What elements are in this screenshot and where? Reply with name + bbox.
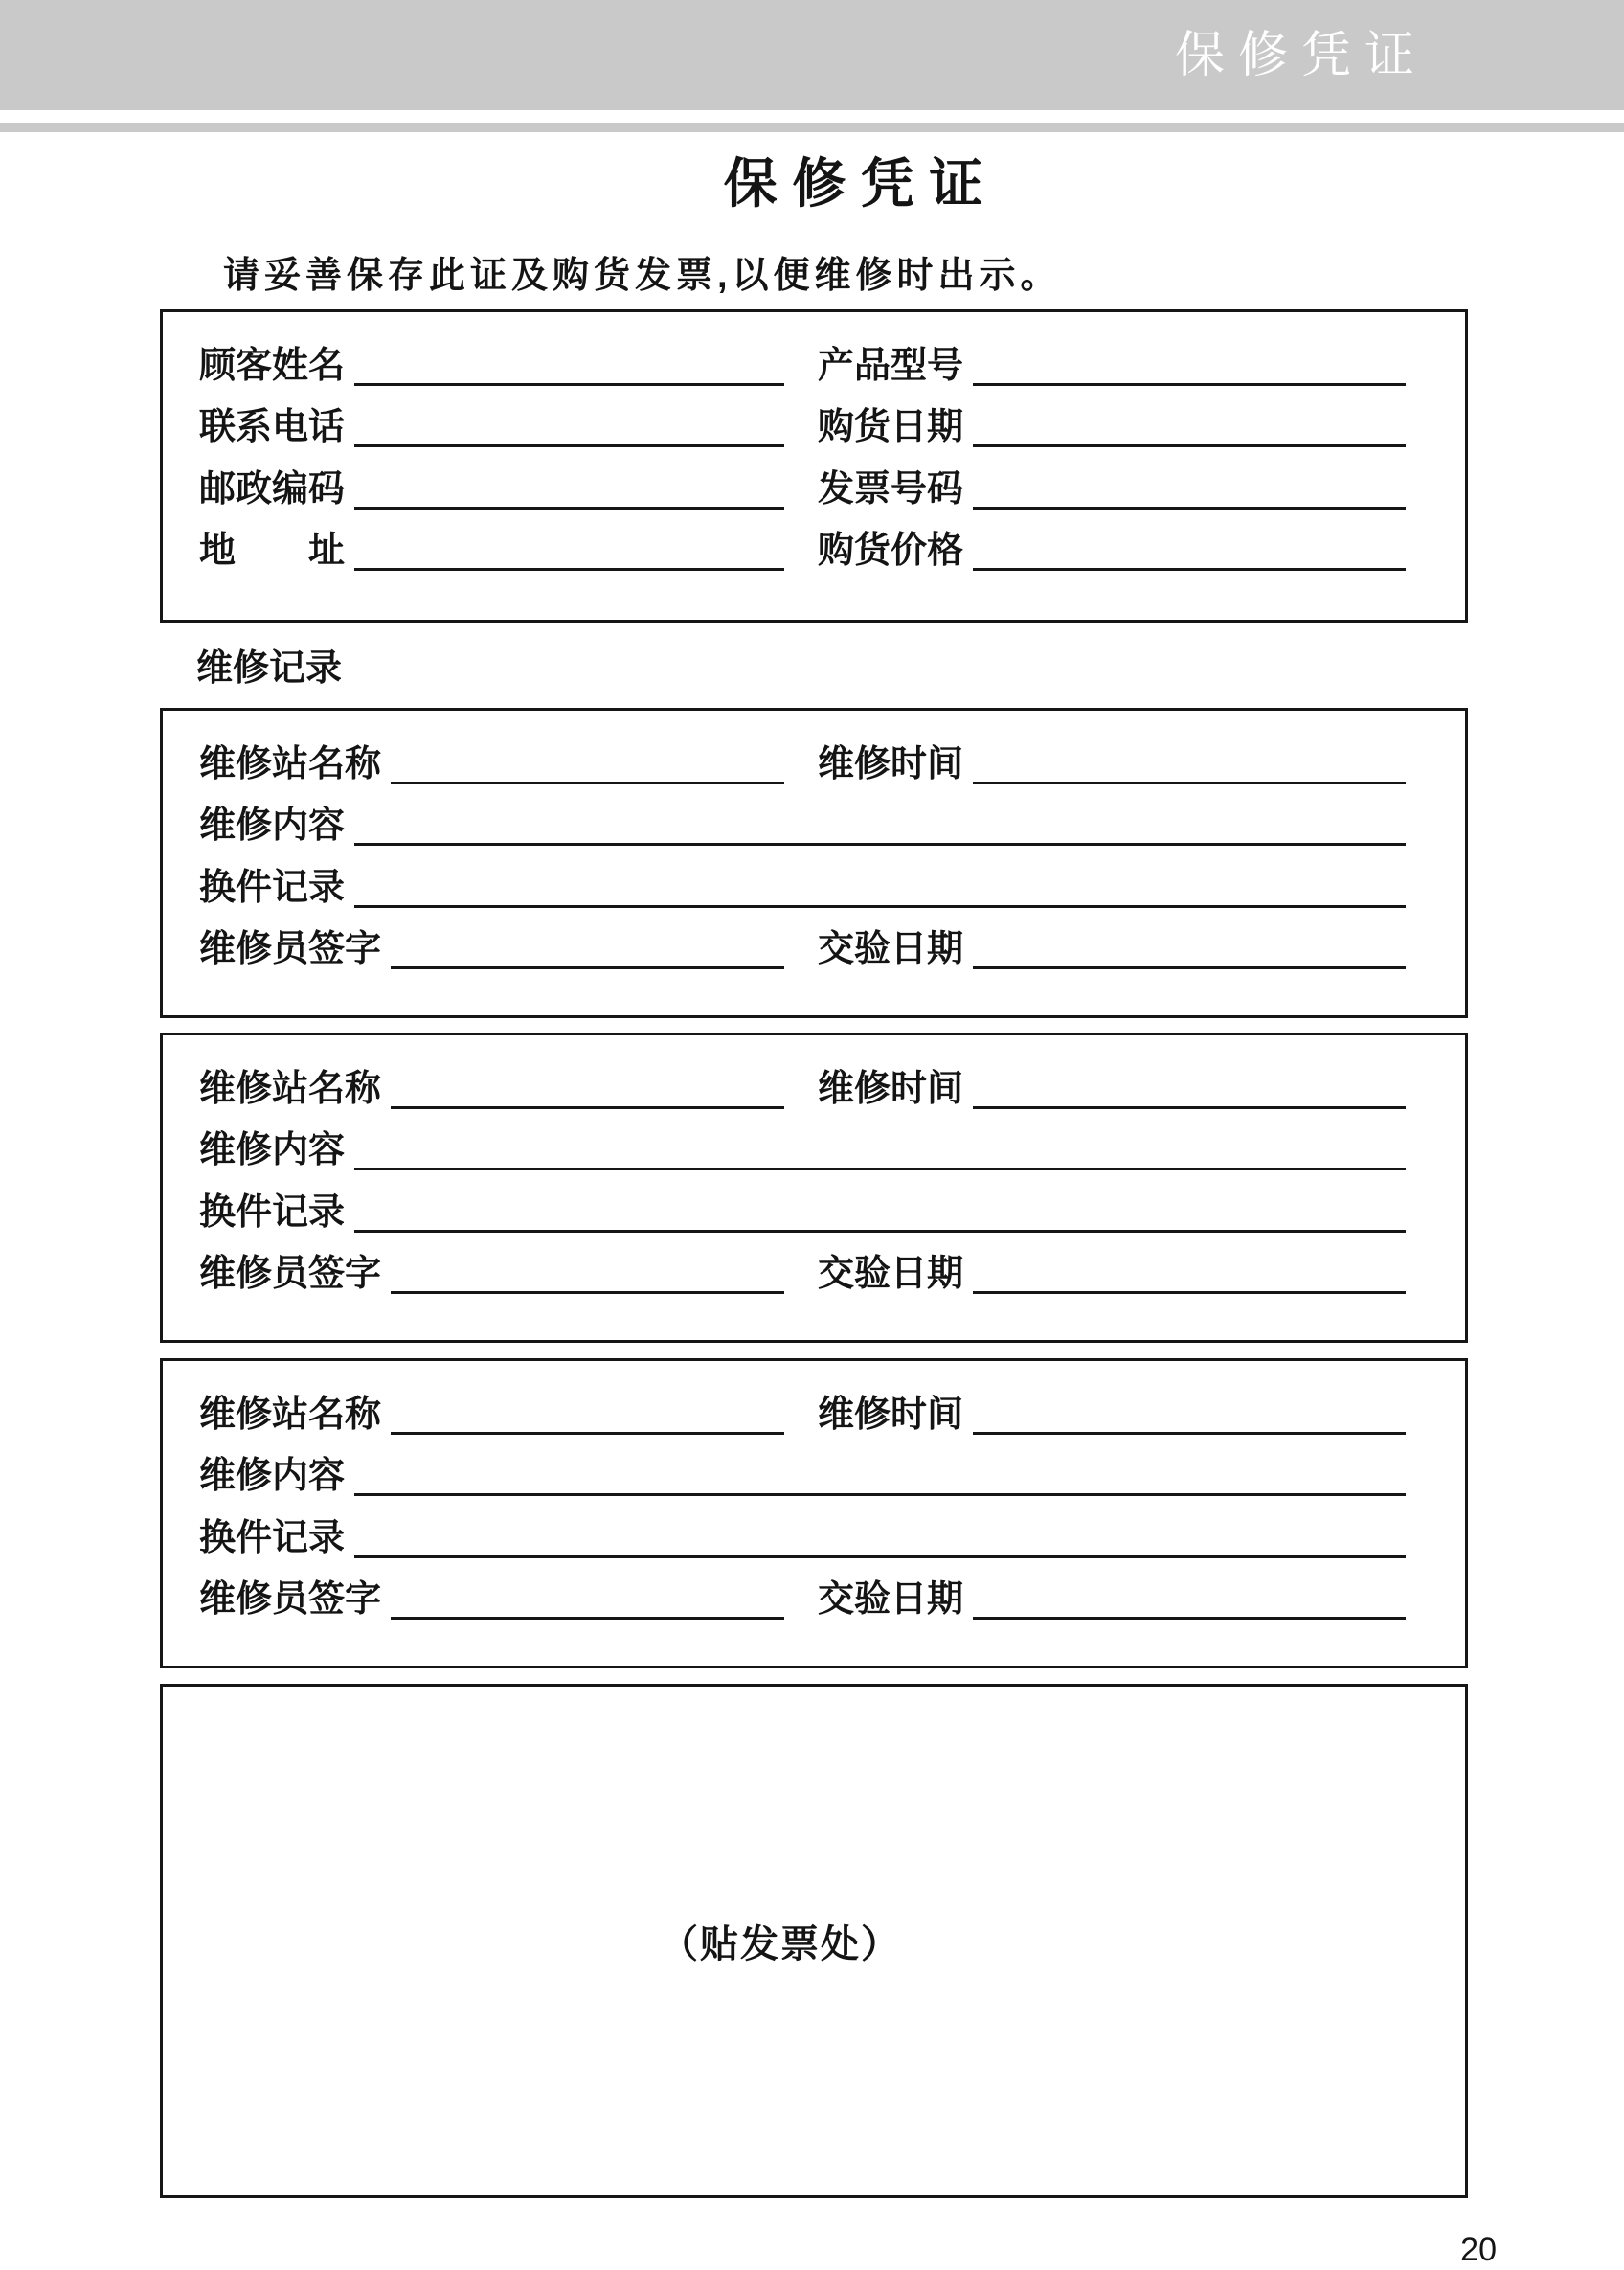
repair-time-label: 维修时间	[818, 743, 964, 784]
repair-content-field	[199, 1132, 1406, 1170]
customer-name-label: 顾客姓名	[199, 345, 346, 386]
product-model-label: 产品型号	[818, 345, 964, 386]
repair-3-row-4	[199, 1558, 1406, 1621]
product-model-field	[818, 345, 1406, 386]
technician-signature-label: 维修员签字	[199, 1254, 382, 1295]
repair-time-line	[973, 1428, 1406, 1435]
repair-time-field	[818, 1068, 1406, 1109]
repair-station-field	[199, 1068, 784, 1109]
technician-signature-line	[391, 963, 784, 969]
repair-content-label: 维修内容	[199, 1456, 346, 1497]
customer-row-4	[199, 510, 1406, 572]
repair-3-row-3	[199, 1496, 1406, 1558]
parts-replaced-label: 换件记录	[199, 1517, 346, 1558]
technician-signature-label: 维修员签字	[199, 929, 382, 970]
repair-records-section-label: 维修记录	[196, 648, 343, 689]
parts-replaced-field	[199, 1194, 1406, 1233]
address-field	[199, 533, 784, 571]
parts-replaced-field	[199, 867, 1406, 908]
repair-time-line	[973, 1102, 1406, 1109]
header-divider-rule	[0, 123, 1624, 132]
purchase-date-field	[818, 409, 1406, 447]
repair-time-line	[973, 778, 1406, 784]
repair-content-line	[354, 1164, 1406, 1170]
repair-content-line	[354, 1489, 1406, 1496]
repair-record-box-3	[160, 1358, 1468, 1668]
technician-signature-field	[199, 1581, 784, 1620]
inspection-date-line	[973, 963, 1406, 969]
contact-phone-line	[354, 441, 784, 447]
repair-content-field	[199, 1458, 1406, 1496]
repair-station-line	[391, 778, 784, 784]
inspection-date-field	[818, 931, 1406, 969]
repair-record-1-content	[163, 711, 1465, 969]
repair-1-row-2	[199, 784, 1406, 847]
purchase-price-line	[973, 564, 1406, 571]
address-label: 地 址	[199, 531, 346, 572]
repair-time-label: 维修时间	[818, 1394, 964, 1435]
keep-safe-notice: 请妥善保存此证及购货发票,以便维修时出示。	[223, 256, 1062, 296]
inspection-date-field	[818, 1581, 1406, 1620]
purchase-price-field	[818, 533, 1406, 571]
customer-name-field	[199, 345, 784, 386]
header-title: 保修凭证	[1174, 27, 1428, 83]
repair-2-row-4	[199, 1233, 1406, 1295]
inspection-date-label: 交验日期	[818, 1579, 964, 1621]
repair-station-line	[391, 1428, 784, 1435]
repair-2-row-1	[199, 1047, 1406, 1109]
inspection-date-label: 交验日期	[818, 929, 964, 970]
repair-2-row-3	[199, 1170, 1406, 1233]
repair-content-line	[354, 839, 1406, 846]
inspection-date-line	[973, 1287, 1406, 1294]
repair-3-row-2	[199, 1435, 1406, 1497]
parts-replaced-label: 换件记录	[199, 867, 346, 908]
invoice-number-line	[973, 503, 1406, 510]
page-header-band	[0, 0, 1624, 110]
technician-signature-label: 维修员签字	[199, 1579, 382, 1621]
parts-replaced-line	[354, 1226, 1406, 1233]
repair-1-row-4	[199, 908, 1406, 970]
repair-content-label: 维修内容	[199, 806, 346, 847]
repair-time-field	[818, 743, 1406, 784]
contact-phone-field	[199, 409, 784, 447]
inspection-date-field	[818, 1256, 1406, 1294]
customer-row-1	[199, 324, 1406, 386]
product-model-line	[973, 379, 1406, 386]
repair-2-row-2	[199, 1109, 1406, 1171]
repair-1-row-3	[199, 846, 1406, 908]
invoice-attachment-box	[160, 1684, 1468, 2198]
purchase-date-line	[973, 441, 1406, 447]
invoice-attachment-placeholder: （贴发票处）	[660, 1923, 901, 1965]
repair-1-row-1	[199, 722, 1406, 784]
postal-code-line	[354, 503, 784, 510]
address-line	[354, 564, 784, 571]
technician-signature-field	[199, 1256, 784, 1294]
contact-phone-label: 联系电话	[199, 407, 346, 448]
postal-code-field	[199, 468, 784, 510]
repair-station-label: 维修站名称	[199, 743, 382, 784]
customer-name-line	[354, 379, 784, 386]
repair-station-field	[199, 1396, 784, 1435]
technician-signature-field	[199, 931, 784, 969]
invoice-number-field	[818, 468, 1406, 510]
parts-replaced-label: 换件记录	[199, 1192, 346, 1233]
repair-record-box-2	[160, 1033, 1468, 1343]
technician-signature-line	[391, 1613, 784, 1620]
technician-signature-line	[391, 1287, 784, 1294]
repair-record-2-content	[163, 1035, 1465, 1294]
customer-row-3	[199, 447, 1406, 510]
purchase-date-label: 购货日期	[818, 407, 964, 448]
inspection-date-line	[973, 1613, 1406, 1620]
customer-info-content	[163, 312, 1465, 571]
inspection-date-label: 交验日期	[818, 1254, 964, 1295]
repair-content-field	[199, 807, 1406, 846]
repair-station-field	[199, 743, 784, 784]
parts-replaced-line	[354, 1552, 1406, 1558]
page-number: 20	[1460, 2232, 1497, 2268]
repair-station-label: 维修站名称	[199, 1394, 382, 1435]
postal-code-label: 邮政编码	[199, 468, 346, 510]
invoice-number-label: 发票号码	[818, 468, 964, 510]
purchase-price-label: 购货价格	[818, 531, 964, 572]
repair-station-label: 维修站名称	[199, 1068, 382, 1109]
parts-replaced-field	[199, 1517, 1406, 1558]
parts-replaced-line	[354, 901, 1406, 908]
customer-row-2	[199, 386, 1406, 448]
repair-station-line	[391, 1102, 784, 1109]
customer-info-box	[160, 309, 1468, 623]
document-title: 保 修 凭 证	[723, 153, 983, 214]
repair-record-3-content	[163, 1361, 1465, 1620]
repair-3-row-1	[199, 1373, 1406, 1435]
repair-time-field	[818, 1396, 1406, 1435]
repair-record-box-1	[160, 708, 1468, 1018]
repair-content-label: 维修内容	[199, 1130, 346, 1171]
repair-time-label: 维修时间	[818, 1068, 964, 1109]
